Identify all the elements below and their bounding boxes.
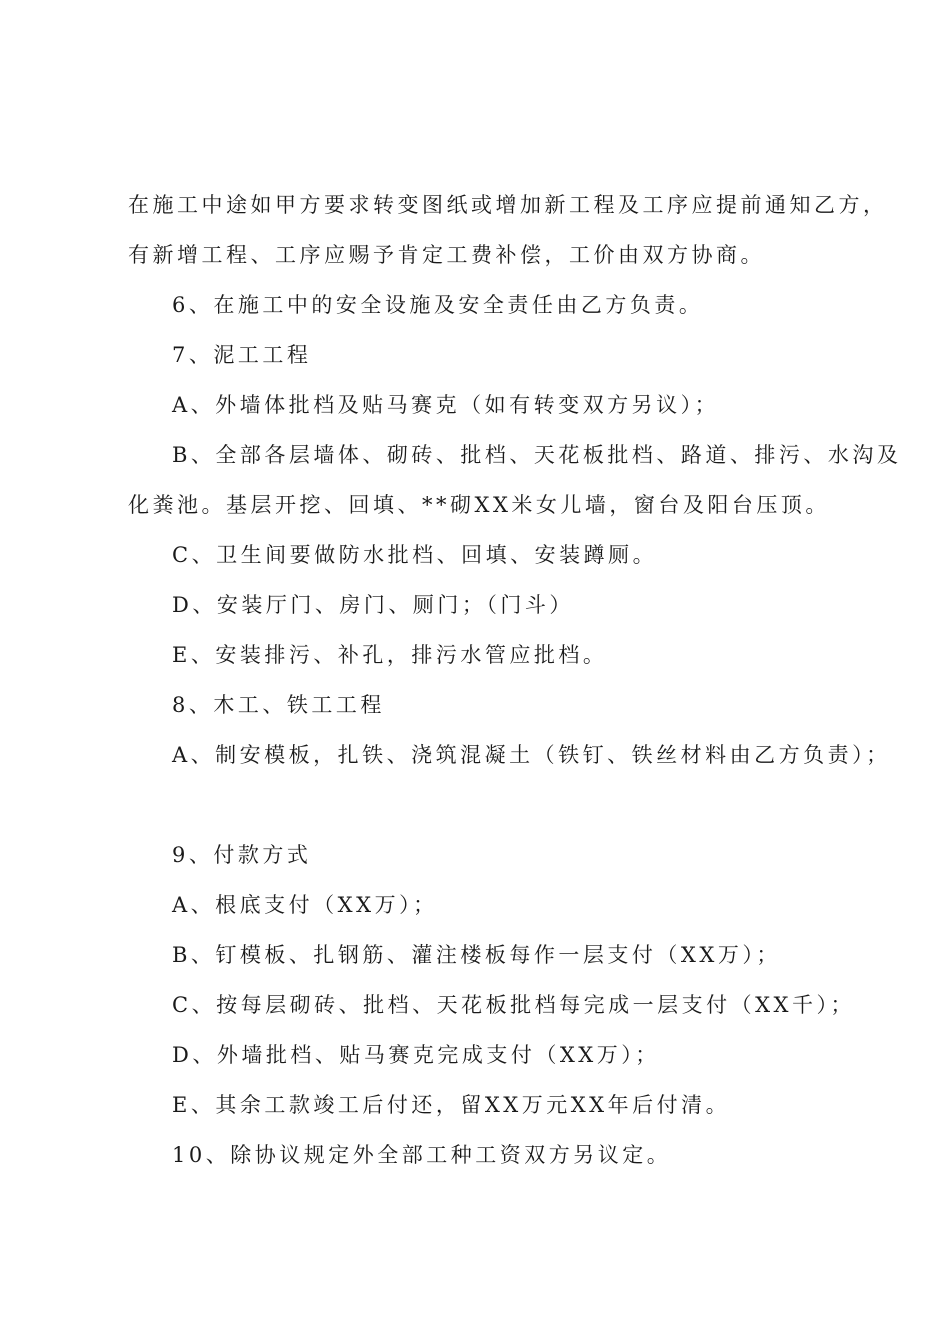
paragraph-line: 在施工中途如甲方要求转变图纸或增加新工程及工序应提前通知乙方， (128, 193, 888, 217)
list-item: A、根底支付（XX万）； (172, 893, 438, 917)
clause-10: 10、除协议规定外全部工种工资双方另议定。 (172, 1143, 672, 1167)
list-item: E、安装排污、补孔，排污水管应批档。 (172, 643, 608, 667)
clause-6: 6、在施工中的安全设施及安全责任由乙方负责。 (172, 293, 704, 317)
list-item: E、其余工款竣工后付还，留XX万元XX年后付清。 (172, 1093, 731, 1117)
paragraph-line: 有新增工程、工序应赐予肯定工费补偿，工价由双方协商。 (128, 243, 765, 267)
list-item: A、外墙体批档及贴马赛克（如有转变双方另议）； (172, 393, 720, 417)
list-item-continuation: 化粪池。基层开挖、回填、**砌XX米女儿墙，窗台及阳台压顶。 (128, 493, 830, 517)
section-heading-8: 8、木工、铁工工程 (172, 693, 385, 717)
list-item: D、外墙批档、贴马赛克完成支付（XX万）； (172, 1043, 660, 1067)
section-heading-9: 9、付款方式 (172, 843, 312, 867)
list-item: D、安装厅门、房门、厕门；（门斗） (172, 593, 574, 617)
list-item: B、钉模板、扎钢筋、灌注楼板每作一层支付（XX万）； (172, 943, 781, 967)
section-heading-7: 7、泥工工程 (172, 343, 312, 367)
list-item: C、按每层砌砖、批档、天花板批档每完成一层支付（XX千）； (172, 993, 855, 1017)
list-item: B、全部各层墙体、砌砖、批档、天花板批档、路道、排污、水沟及 (172, 443, 902, 467)
list-item: A、制安模板，扎铁、浇筑混凝土（铁钉、铁丝材料由乙方负责）； (172, 743, 891, 767)
list-item: C、卫生间要做防水批档、回填、安装蹲厕。 (172, 543, 658, 567)
